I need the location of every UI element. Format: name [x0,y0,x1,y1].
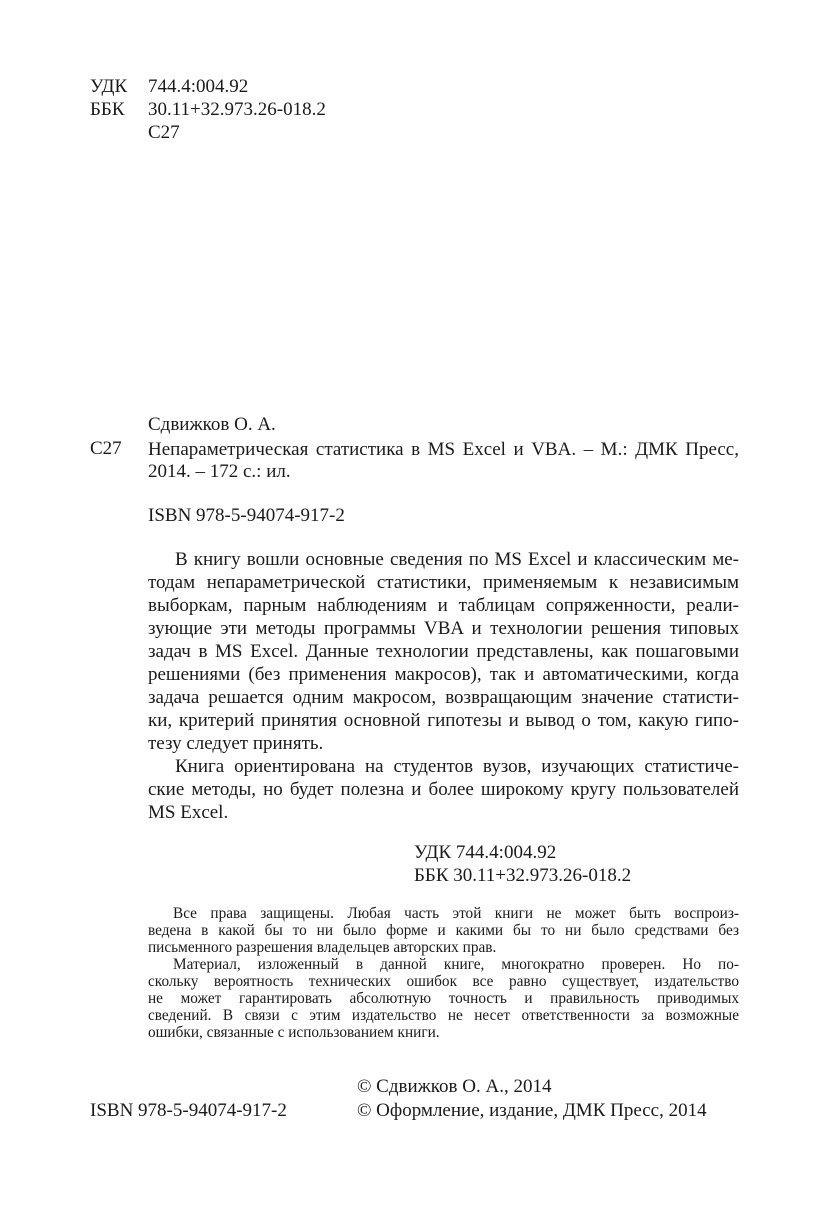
footer-isbn: ISBN 978-5-94074-917-2 [90,1100,287,1121]
rights-line: не может гарантировать абсолютную точность и правильность приводимых [148,990,739,1007]
annotation-line: ские методы, но будет полезна и более широкому кругу пользователей [148,779,739,800]
rights-line: письменного разрешения владельцев авторских прав. [148,939,497,956]
annotation-line: Книга ориентирована на студентов вузов, изучающих статистиче- [175,756,739,777]
rights-line: Все права защищены. Любая часть этой книги не может быть воспроиз- [173,905,739,922]
udk-value: 744.4:004.92 [148,76,249,97]
author-name: Сдвижков О. А. [148,414,276,435]
annotation-line: задач в MS Excel. Данные технологии представлены, как пошаговыми [148,641,739,662]
annotation-line: решениями (без применения макросов), так и автоматическими, когда [148,664,739,685]
rights-line: скольку вероятность технических ошибок все равно существует, издательство [148,973,739,990]
rights-line: Материал, изложенный в данной книге, многократно проверен. Но по- [173,956,739,973]
rights-line: ошибки, связанные с использованием книги. [148,1024,440,1041]
copyright-publisher: © Оформление, издание, ДМК Пресс, 2014 [357,1100,707,1121]
author-mark-header: С27 [148,122,180,143]
bbk-classification: ББК 30.11+32.973.26-018.2 [414,865,632,886]
annotation-line: ки, критерий принятия основной гипотезы и вывод о том, какую гипо- [148,710,739,731]
author-mark: С27 [90,438,122,459]
annotation-line: задача решается одним макросом, возвращающим значение статисти- [148,687,739,708]
rights-line: ведена в какой бы то ни было форме и какими бы то ни было средствами без [148,922,739,939]
annotation-line: выборкам, парным наблюдениям и таблицам сопряженности, реали- [148,595,739,616]
udk-classification: УДК 744.4:004.92 [414,842,557,863]
book-title-line-2: 2014. – 172 с.: ил. [148,461,291,482]
book-title-line-1: Непараметрическая статистика в MS Excel и VBA. – М.: ДМК Пресс, [148,439,739,460]
copyright-author: © Сдвижков О. А., 2014 [357,1076,552,1097]
annotation-line: тезу следует принять. [148,733,324,754]
annotation-line: зующие эти методы программы VBA и технологии решения типовых [148,618,739,639]
bbk-value: 30.11+32.973.26-018.2 [148,99,326,120]
annotation-line: тодам непараметрической статистики, применяемым к независимым [148,572,739,593]
bbk-label: ББК [90,99,125,120]
rights-line: сведений. В связи с этим издательство не несет ответственности за возможные [148,1007,739,1024]
annotation-line: MS Excel. [148,802,229,823]
annotation-line: В книгу вошли основные сведения по MS Excel и классическим ме- [175,549,739,570]
udk-label: УДК [90,76,128,97]
isbn-record: ISBN 978-5-94074-917-2 [148,505,345,526]
